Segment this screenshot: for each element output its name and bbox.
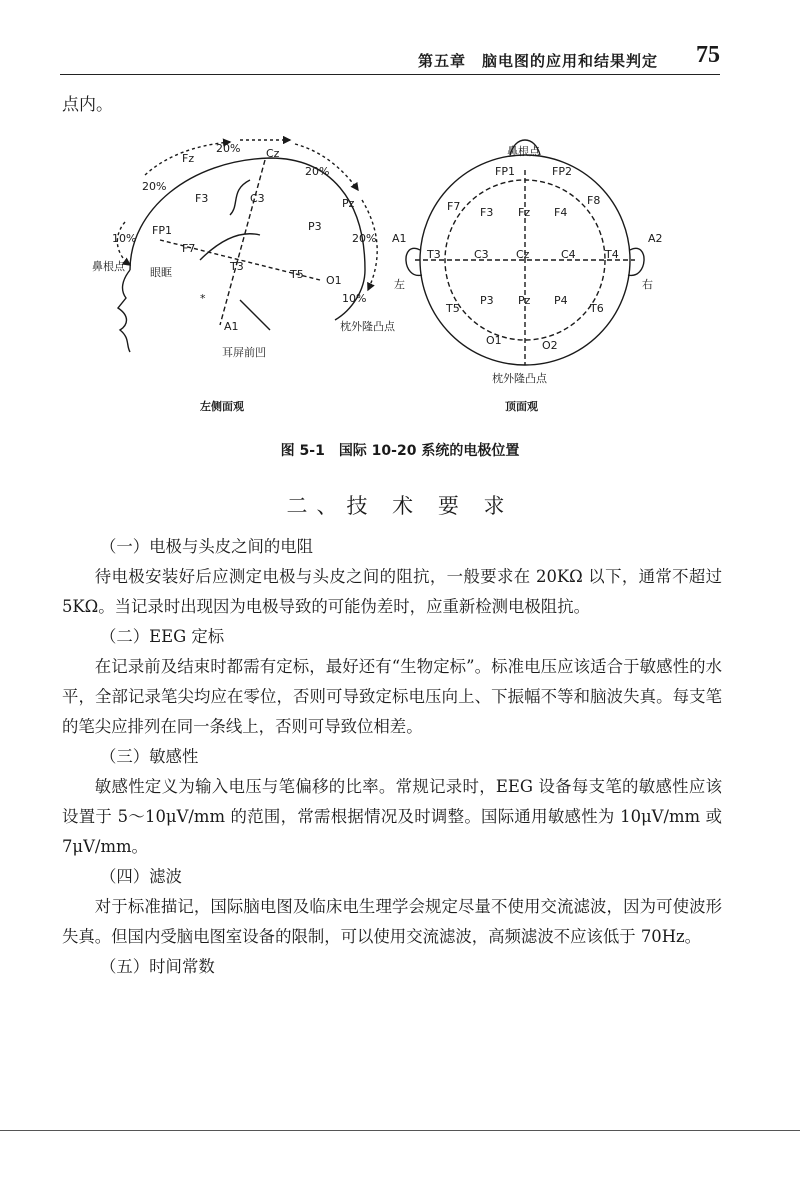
- label-top-t5: T5: [446, 302, 460, 315]
- label-p3: P3: [308, 220, 322, 233]
- label-top-p3: P3: [480, 294, 494, 307]
- label-star: *: [200, 292, 206, 305]
- label-cz: Cz: [266, 147, 280, 160]
- label-top-nasion: 鼻根点: [507, 145, 540, 158]
- label-pct-10-back: 10%: [342, 292, 367, 305]
- paragraph-sensitivity: 敏感性定义为输入电压与笔偏移的比率。常规记录时，EEG 设备每支笔的敏感性应该设置于 5～10μV/mm 的范围，常需根据情况及时调整。国际通用敏感性为 10μV/mm 或 7μV/mm。: [62, 777, 722, 856]
- figure-electrode-positions: [90, 130, 690, 430]
- subheading-filter: （四）滤波: [100, 867, 182, 886]
- label-top-f3: F3: [480, 206, 494, 219]
- electrode-diagram: [90, 130, 690, 430]
- label-tragus: 耳屏前凹: [222, 346, 266, 359]
- label-top-f7: F7: [447, 200, 461, 213]
- label-top-f4: F4: [554, 206, 568, 219]
- label-top-a1: A1: [392, 232, 407, 245]
- subheading-sensitivity: （三）敏感性: [100, 747, 199, 766]
- label-top-left: 左: [394, 278, 405, 291]
- label-top-p4: P4: [554, 294, 568, 307]
- footer-rule: [0, 1130, 800, 1131]
- label-pct-10-front: 10%: [112, 232, 137, 245]
- label-top-c4: C4: [561, 248, 576, 261]
- label-top-right: 右: [642, 278, 653, 291]
- figure-caption-text: 国际 10-20 系统的电极位置: [338, 443, 520, 459]
- running-header: [60, 44, 720, 75]
- subheading-impedance: （一）电极与头皮之间的电阻: [100, 537, 314, 556]
- label-top-t3: T3: [427, 248, 441, 261]
- paragraph-calibration: 在记录前及结束时都需有定标，最好还有“生物定标”。标准电压应该适合于敏感性的水平，全部记录笔尖均应在零位，否则可导致定标电压向上、下振幅不等和脑波失真。每支笔的笔尖应排列在同一条线上，否则可导致位相差。: [62, 657, 722, 736]
- label-top-f8: F8: [587, 194, 601, 207]
- top-view-title: 顶面观: [505, 400, 538, 413]
- subheading-time-constant: （五）时间常数: [100, 957, 215, 976]
- section-title: 二、技 术 要 求: [286, 494, 514, 518]
- figure-number: 图 5-1: [280, 443, 325, 459]
- label-top-cz: Cz: [516, 248, 530, 261]
- left-view-title: 左侧面观: [200, 400, 244, 413]
- left-view-labels: [92, 142, 396, 413]
- intro-line: 点内。: [62, 95, 113, 115]
- label-top-c3: C3: [474, 248, 489, 261]
- label-top-o1: O1: [486, 334, 502, 347]
- label-pct-front: 20%: [142, 180, 167, 193]
- label-top-pz: Pz: [518, 294, 531, 307]
- top-view-labels: [392, 144, 663, 413]
- label-top-fp1: FP1: [495, 165, 515, 178]
- label-top-t4: T4: [605, 248, 619, 261]
- body-text: [62, 532, 722, 982]
- paragraph-filter: 对于标准描记，国际脑电图及临床电生理学会规定尽量不使用交流滤波，因为可使波形失真。但国内受脑电图室设备的限制，可以使用交流滤波，高频滤波不应该低于 70Hz。: [62, 897, 722, 946]
- label-top-fp2: FP2: [552, 165, 572, 178]
- label-top-inion: 枕外隆凸点: [492, 372, 547, 385]
- paragraph-impedance: 待电极安装好后应测定电极与头皮之间的阻抗，一般要求在 20KΩ 以下，通常不超过 5KΩ。当记录时出现因为电极导致的可能伪差时，应重新检测电极阻抗。: [62, 567, 722, 616]
- label-t3: T3: [230, 260, 244, 273]
- label-o1: O1: [326, 274, 342, 287]
- label-t5: T5: [290, 268, 304, 281]
- label-f7: F7: [182, 242, 196, 255]
- chapter-title: 第五章 脑电图的应用和结果判定: [417, 52, 658, 70]
- label-pct-top: 20%: [216, 142, 241, 155]
- label-fz: Fz: [182, 152, 195, 165]
- label-a1: A1: [224, 320, 239, 333]
- label-pct-cz-pz: 20%: [305, 165, 330, 178]
- label-nasion: 鼻根点: [92, 260, 125, 273]
- subheading-calibration: （二）EEG 定标: [100, 627, 225, 646]
- label-f3: F3: [195, 192, 209, 205]
- left-view: [117, 140, 377, 352]
- label-pct-back: 20%: [352, 232, 377, 245]
- page-number: 75: [696, 42, 720, 68]
- label-top-o2: O2: [542, 339, 558, 352]
- label-top-a2: A2: [648, 232, 663, 245]
- label-c3: C3: [250, 192, 265, 205]
- label-inion: 枕外隆凸点: [340, 320, 395, 333]
- figure-caption: [0, 440, 800, 460]
- label-top-t6: T6: [590, 302, 604, 315]
- label-top-fz: Fz: [518, 206, 531, 219]
- label-fp1: FP1: [152, 224, 172, 237]
- label-orbit: 眼眶: [150, 266, 172, 279]
- label-pz: Pz: [342, 197, 355, 210]
